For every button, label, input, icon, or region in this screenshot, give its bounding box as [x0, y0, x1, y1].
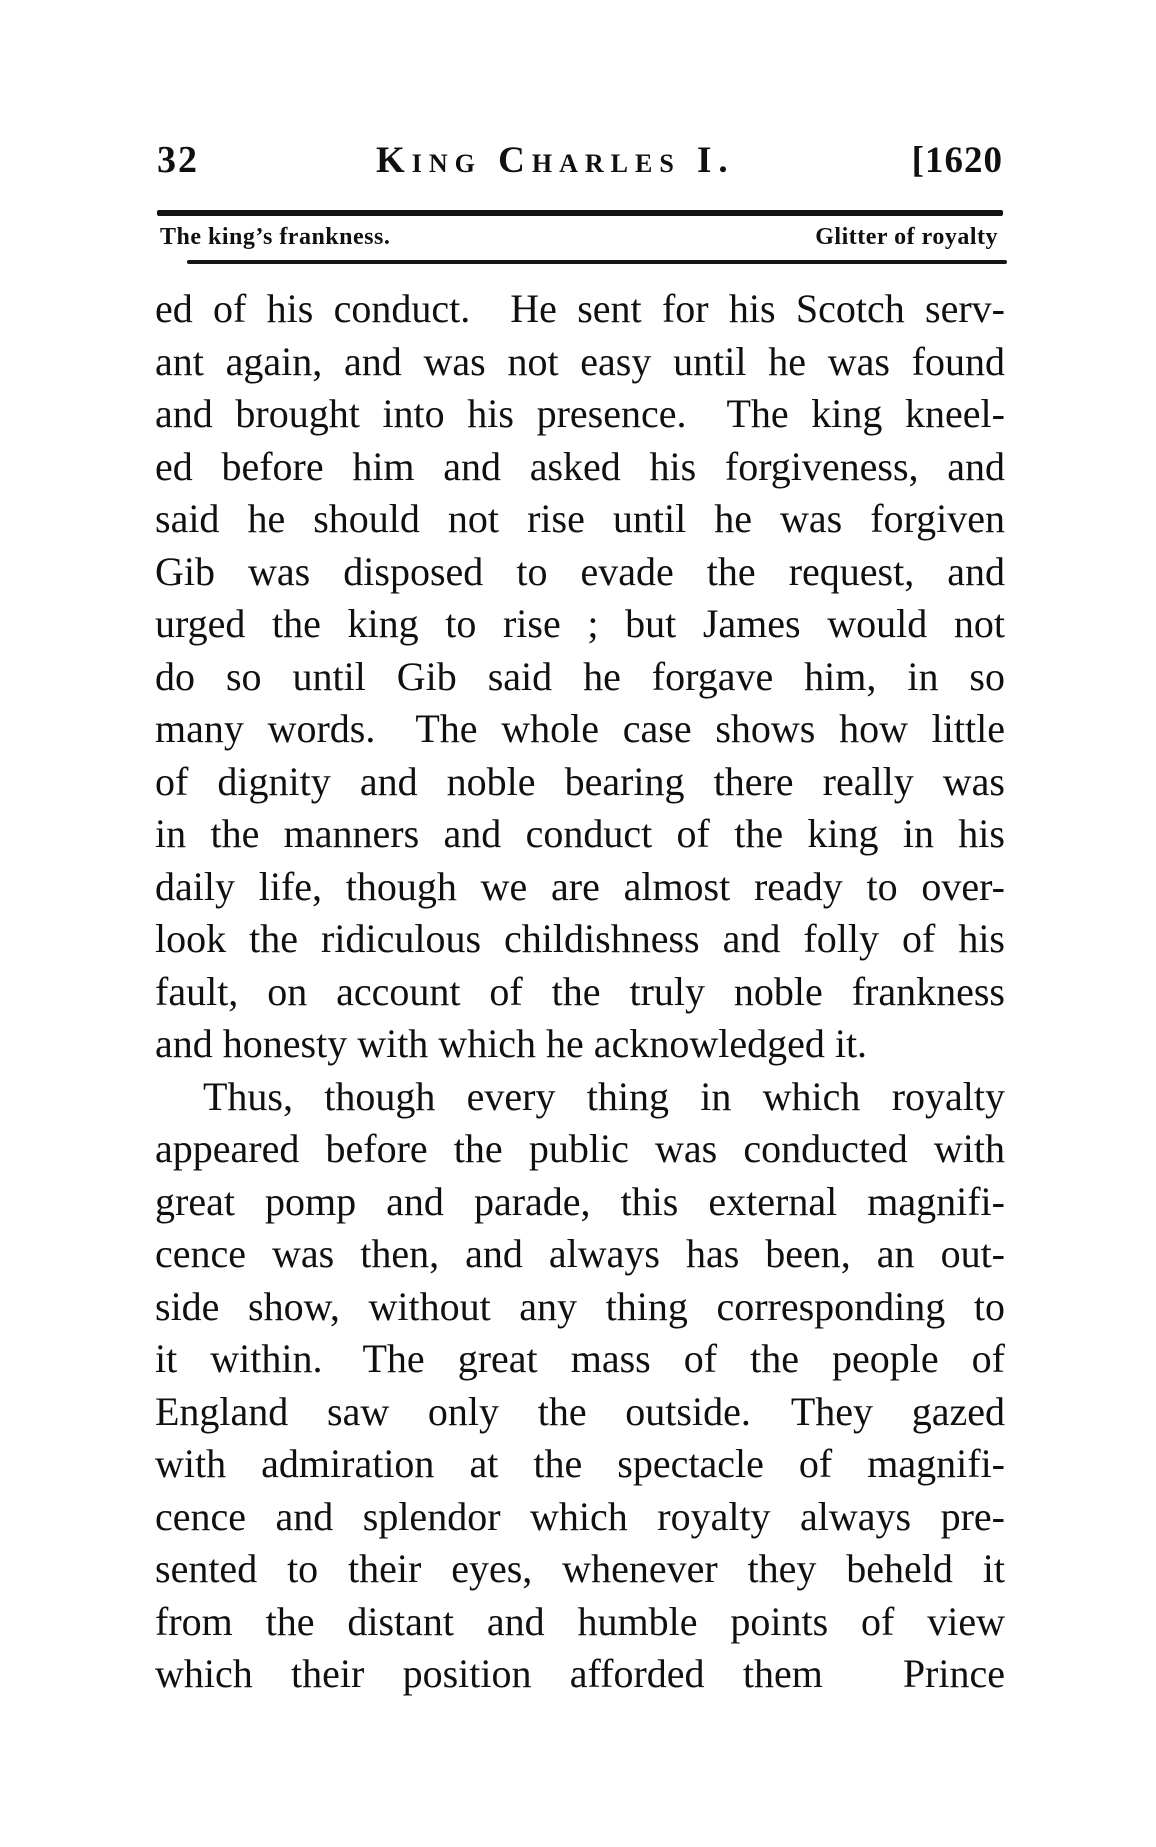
text-line: Gib was disposed to evade the request, and [155, 548, 1005, 594]
text-line: Thus, though every thing in which royalty [203, 1073, 1005, 1119]
text-line: appeared before the public was conducted with [155, 1126, 1005, 1171]
text-line: do so until Gib said he forgave him, in so [155, 653, 1005, 699]
running-head-right: Glitter of royalty [815, 224, 998, 250]
text-line: ant again, and was not easy until he was found [155, 338, 1005, 384]
text-line: ed of his conduct. He sent for his Scotch serv- [155, 286, 1005, 331]
text-line: great pomp and parade, this external magnifi- [155, 1178, 1005, 1224]
page-number: 32 [157, 139, 199, 181]
text-line: and honesty with which he acknowledged it. [155, 1021, 868, 1066]
text-line: daily life, though we are almost ready to over- [155, 863, 1005, 909]
text-line: fault, on account of the truly noble frankness [155, 968, 1005, 1014]
text-line: cence was then, and always has been, an out- [155, 1231, 1005, 1276]
text-line: cence and splendor which royalty always pre- [155, 1493, 1005, 1539]
text-line: many words. The whole case shows how little [155, 706, 1005, 751]
text-line: it within. The great mass of the people of [155, 1336, 1005, 1381]
text-line: side show, without any thing corresponding to [155, 1283, 1005, 1329]
text-line: said he should not rise until he was forgiven [155, 496, 1005, 541]
text-line: urged the king to rise ; but James would not [155, 601, 1005, 646]
text-line: of dignity and noble bearing there really was [155, 758, 1005, 804]
body-text [155, 283, 1005, 1701]
text-line: with admiration at the spectacle of magnifi- [155, 1441, 1005, 1486]
text-line: England saw only the outside. They gazed [155, 1388, 1005, 1434]
text-line: sented to their eyes, whenever they beheld it [155, 1546, 1005, 1591]
page-title: King Charles I. [375, 140, 735, 181]
text-line: ed before him and asked his forgiveness, and [155, 443, 1005, 489]
running-heads [160, 224, 998, 251]
running-head-left: The king’s frankness. [160, 224, 391, 250]
text-line: in the manners and conduct of the king in his [155, 811, 1005, 856]
header-rule-thin [187, 260, 1007, 264]
text-line: look the ridiculous childishness and folly of his [155, 916, 1005, 961]
text-line: which their position afforded them Prince [155, 1651, 1005, 1696]
page-header [157, 138, 1003, 182]
text-line: from the distant and humble points of view [155, 1598, 1005, 1644]
header-rule-thick [157, 210, 1003, 216]
header-year: [1620 [911, 140, 1003, 181]
text-line: and brought into his presence. The king kneel- [155, 391, 1005, 436]
